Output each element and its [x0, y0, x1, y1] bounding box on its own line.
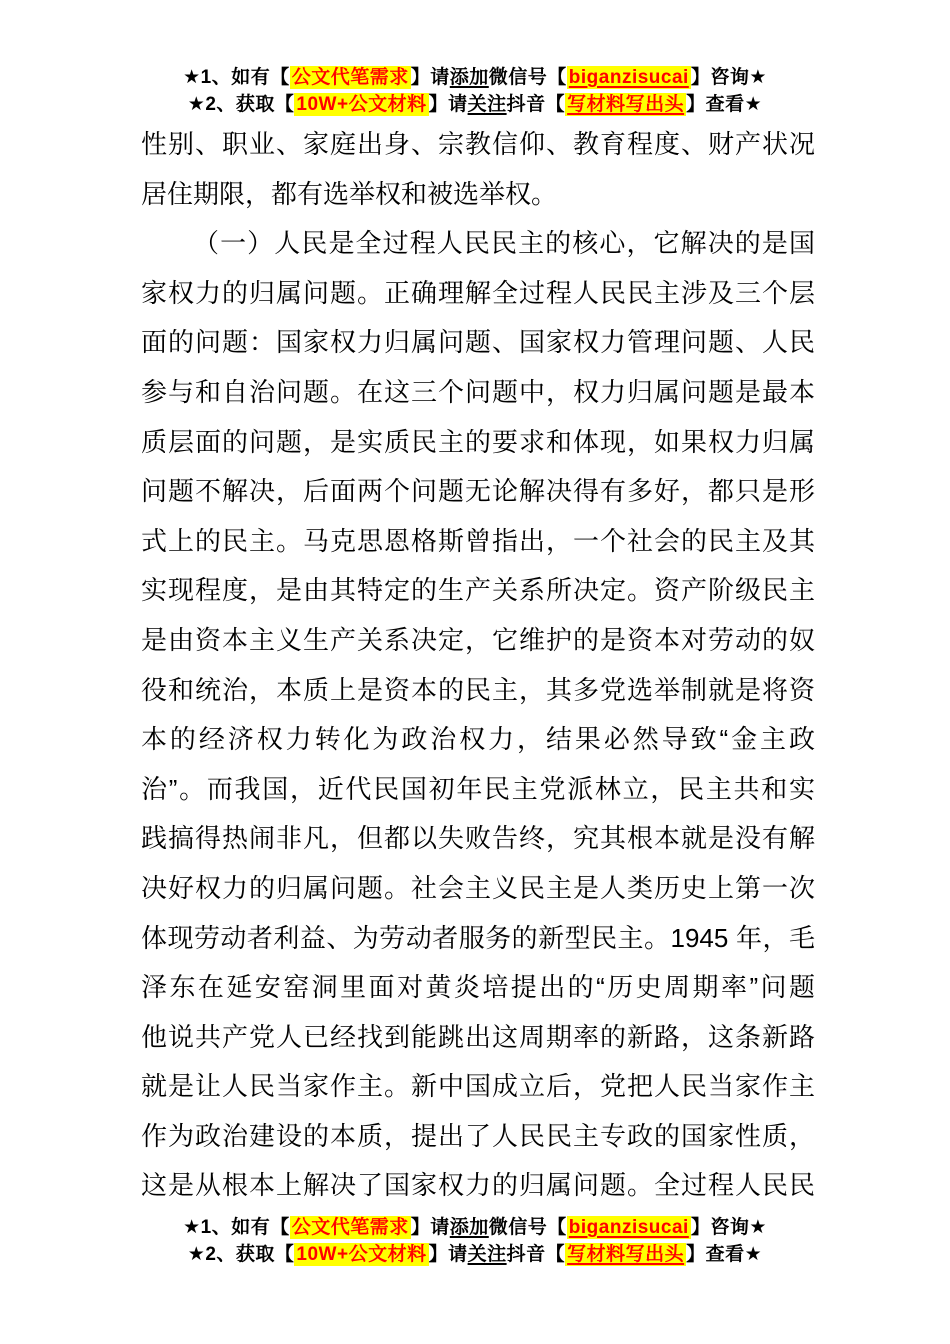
text-line: 性别、职业、家庭出身、宗教信仰、教育程度、财产状况 — [141, 129, 815, 159]
banner-text: 】请 — [410, 1217, 450, 1238]
text-line: 就是让人民当家作主。新中国成立后，党把人民当家作主 — [141, 1071, 815, 1102]
text-line: 式上的民主。马克思恩格斯曾指出，一个社会的民主及其 — [141, 525, 815, 556]
text-line: 本的经济权力转化为政治权力，结果必然导致“金主政 — [141, 724, 815, 755]
banner-text: ★1、如有【 — [183, 67, 290, 88]
text-line: 问题不解决，后面两个问题无论解决得有多好，都只是形 — [141, 476, 815, 507]
document-body — [141, 120, 815, 1211]
text-line: 这是从根本上解决了国家权力的归属问题。全过程人民民 — [141, 1170, 815, 1201]
text-line: 泽东在延安窑洞里面对黄炎培提出的“历史周期率”问题 — [141, 972, 815, 1003]
banner-text: 微信号【 — [488, 67, 567, 88]
text-line: 实现程度，是由其特定的生产关系所决定。资产阶级民主 — [141, 575, 815, 606]
highlight-service-tag: 公文代笔需求 — [291, 1217, 409, 1238]
text-line: 作为政治建设的本质，提出了人民民主专政的国家性质， — [141, 1120, 815, 1151]
banner-text: ★1、如有【 — [183, 1217, 290, 1238]
text-line: 是由资本主义生产关系决定，它维护的是资本对劳动的奴 — [141, 624, 815, 655]
banner-text: ★2、获取【 — [187, 94, 295, 115]
underline-add-action: 添加 — [449, 1217, 489, 1238]
text-line: 役和统治，本质上是资本的民主，其多党选举制就是将资 — [141, 674, 815, 705]
promo-line-2 — [0, 1241, 950, 1268]
highlight-materials-tag: 10W+公文材料 — [296, 94, 427, 115]
banner-text: 】请 — [428, 94, 468, 115]
banner-text: 微信号【 — [488, 1217, 567, 1238]
text-line: （一）人民是全过程人民民主的核心，它解决的是国 — [193, 228, 815, 259]
underline-follow-action: 关注 — [467, 94, 507, 115]
douyin-account: 写材料写出头 — [567, 1244, 685, 1265]
underline-follow-action: 关注 — [467, 1244, 507, 1265]
banner-text: 】咨询★ — [690, 1217, 767, 1238]
banner-text: 】咨询★ — [690, 67, 767, 88]
highlight-materials-tag: 10W+公文材料 — [296, 1244, 427, 1265]
promo-banner-top — [0, 64, 950, 118]
promo-line-2 — [0, 91, 950, 118]
banner-text: 】请 — [428, 1244, 468, 1265]
underline-add-action: 添加 — [449, 67, 489, 88]
text-line: 他说共产党人已经找到能跳出这周期率的新路，这条新路 — [141, 1021, 815, 1052]
highlight-service-tag: 公文代笔需求 — [291, 67, 409, 88]
text-line: 面的问题：国家权力归属问题、国家权力管理问题、人民 — [141, 327, 815, 358]
text-line: 质层面的问题，是实质民主的要求和体现，如果权力归属 — [141, 426, 815, 457]
text-line: 治”。而我国，近代民国初年民主党派林立，民主共和实 — [141, 773, 815, 804]
text-line: 践搞得热闹非凡，但都以失败告终，究其根本就是没有解 — [141, 823, 815, 854]
banner-text: 】请 — [410, 67, 450, 88]
wechat-id: biganzisucai — [568, 67, 689, 88]
text-line: 决好权力的归属问题。社会主义民主是人类历史上第一次 — [141, 872, 815, 903]
promo-line-1 — [0, 1214, 950, 1241]
banner-text: ★2、获取【 — [187, 1244, 295, 1265]
promo-banner-bottom — [0, 1214, 950, 1268]
promo-line-1 — [0, 64, 950, 91]
text-line: 参与和自治问题。在这三个问题中，权力归属问题是最本 — [141, 376, 815, 407]
text-line: 居住期限，都有选举权和被选举权。 — [141, 178, 558, 209]
wechat-id: biganzisucai — [568, 1217, 689, 1238]
banner-text: 抖音【 — [506, 1244, 566, 1265]
douyin-account: 写材料写出头 — [567, 94, 685, 115]
banner-text: 】查看★ — [686, 1244, 763, 1265]
banner-text: 抖音【 — [506, 94, 566, 115]
text-line: 体现劳动者利益、为劳动者服务的新型民主。1945 年，毛 — [141, 922, 815, 953]
banner-text: 】查看★ — [686, 94, 763, 115]
text-line: 家权力的归属问题。正确理解全过程人民民主涉及三个层 — [141, 277, 815, 308]
